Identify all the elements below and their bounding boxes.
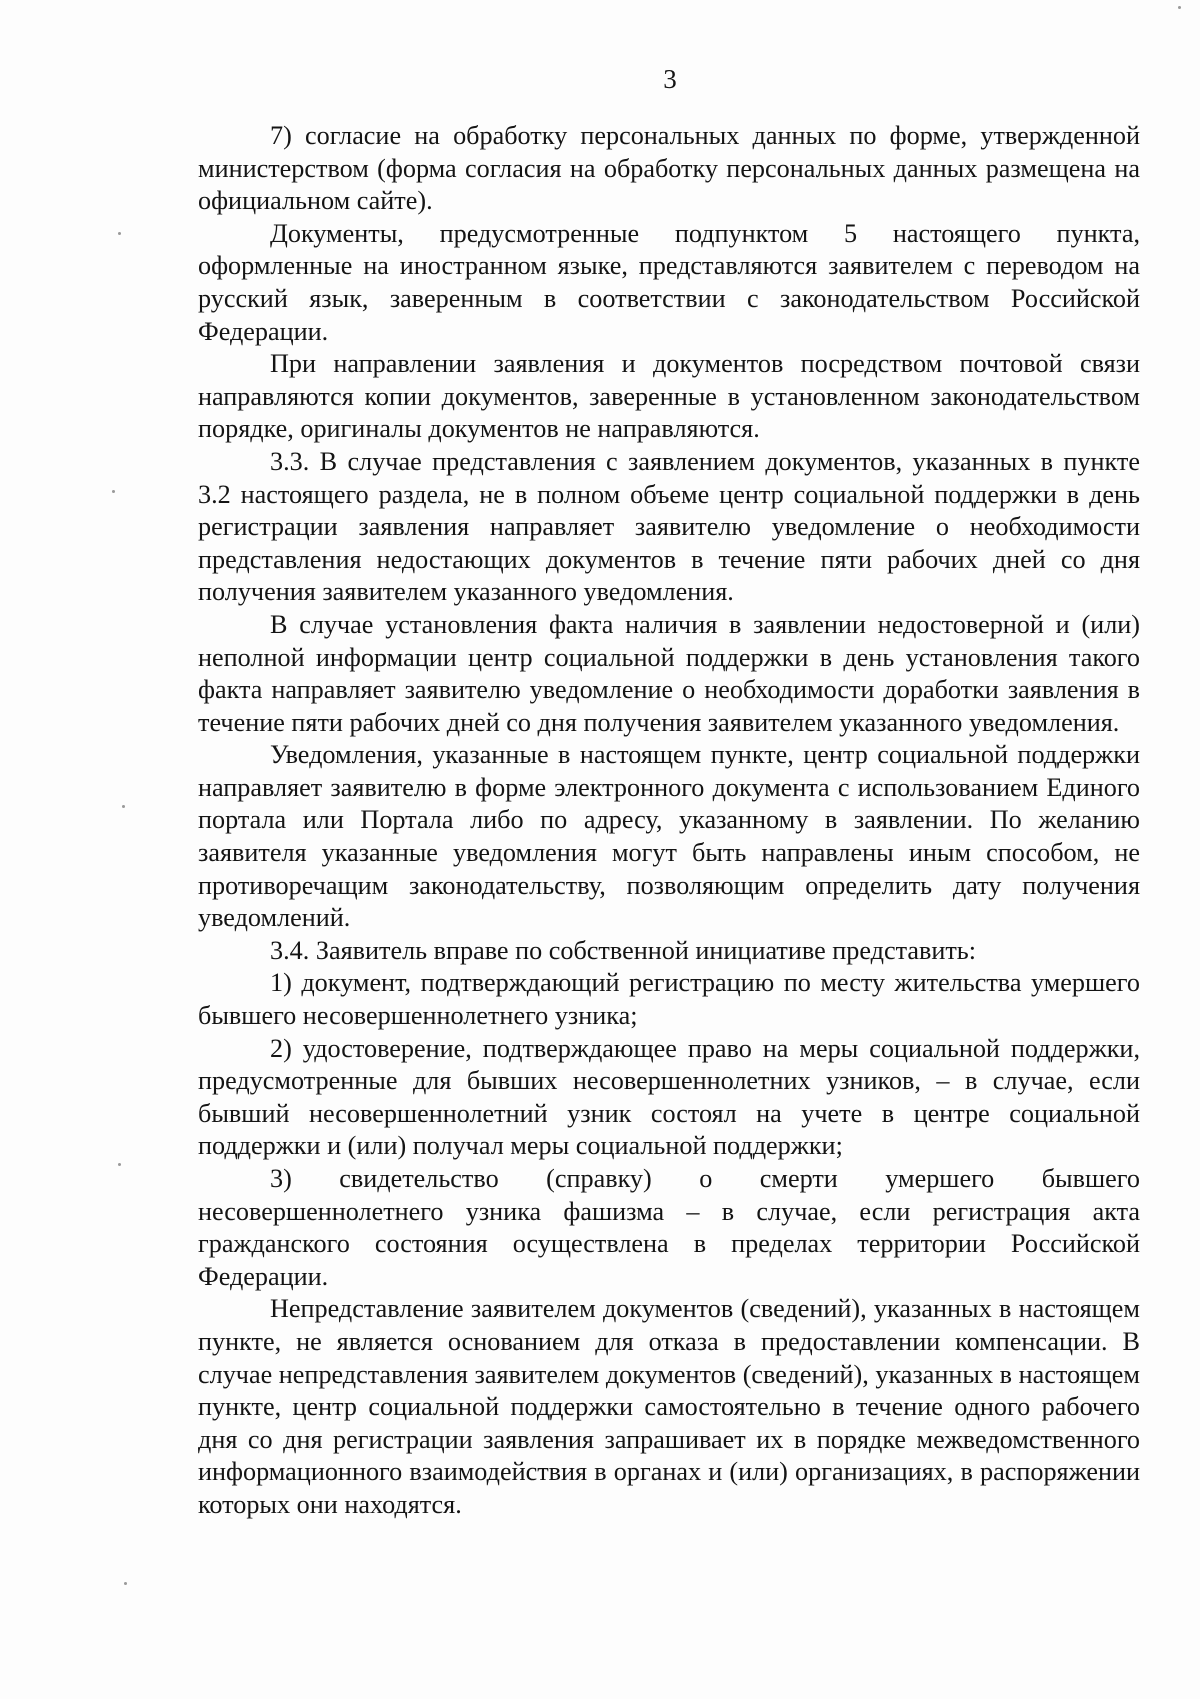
scan-speck (122, 805, 125, 808)
paragraph-non-submission: Непредставление заявителем документов (сведений), указанных в настоящем пункте, не является основанием для отказа в предоставлении компенсации. В случае непредставления заявителем документов (сведений), указанных в настоящем пункте, центр социальной поддержки самостоятельно в течение одного рабочего дня со дня регистрации заявления запрашивает их в порядке межведомственного информационного взаимодействия в органах и (или) организациях, в распоряжении которых они находятся. (198, 1294, 1140, 1519)
scan-speck (118, 1163, 121, 1166)
paragraph-item-2-certificate: 2) удостоверение, подтверждающее право на меры социальной поддержки, предусмотренные для бывших несовершеннолетних узников, – в случае, если бывший несовершеннолетний узник состоял на учете в центре социальной поддержки и (или) получал меры социальной поддержки; (198, 1033, 1140, 1161)
paragraph-section-3-3: 3.3. В случае представления с заявлением документов, указанных в пункте 3.2 настоящего раздела, не в полном объеме центр социальной поддержки в день регистрации заявления направляет заявителю уведомление о необходимости представления недостающих документов в течение пяти рабочих дней со дня получения заявителем указанного уведомления. (198, 446, 1140, 607)
scan-speck (124, 1582, 127, 1585)
paragraph-section-3-4: 3.4. Заявитель вправе по собственной инициативе представить: (270, 935, 977, 965)
paragraph-item-1-residence: 1) документ, подтверждающий регистрацию по месту жительства умершего бывшего несовершеннолетнего узника; (198, 968, 1140, 1031)
paragraph-postal-submission: При направлении заявления и документов посредством почтовой связи направляются копии документов, заверенные в установленном законодательством порядке, оригиналы документов не направляются. (198, 349, 1140, 444)
paragraph-item-3-death-certificate: 3) свидетельство (справку) о смерти умершего бывшего несовершеннолетнего узника фашизма – в случае, если регистрация акта гражданского состояния осуществлена в пределах территории Российской Федерации. (198, 1164, 1140, 1291)
page-number: 3 (663, 64, 677, 94)
paragraph-foreign-documents: Документы, предусмотренные подпунктом 5 настоящего пункта, оформленные на иностранном языке, представляются заявителем с переводом на русский язык, заверенным в соответствии с законодательством Российской Федерации. (198, 218, 1140, 346)
paragraph-item-7-consent: 7) согласие на обработку персональных данных по форме, утвержденной министерством (форма согласия на обработку персональных данных размещена на официальном сайте). (198, 121, 1140, 216)
scan-speck (1178, 6, 1181, 9)
document-body (198, 120, 1140, 1522)
scan-speck (112, 490, 115, 493)
paragraph-notifications: Уведомления, указанные в настоящем пункте, центр социальной поддержки направляет заявителю в форме электронного документа с использованием Единого портала или Портала либо по адресу, указанному в заявлении. По желанию заявителя указанные уведомления могут быть направлены иным способом, не противоречащим законодательству, позволяющим определить дату получения уведомлений. (198, 740, 1140, 933)
scan-speck (118, 232, 121, 235)
paragraph-incomplete-information: В случае установления факта наличия в заявлении недостоверной и (или) неполной информации центр социальной поддержки в день установления такого факта направляет заявителю уведомление о необходимости доработки заявления в течение пяти рабочих дней со дня получения заявителем указанного уведомления. (198, 609, 1140, 737)
